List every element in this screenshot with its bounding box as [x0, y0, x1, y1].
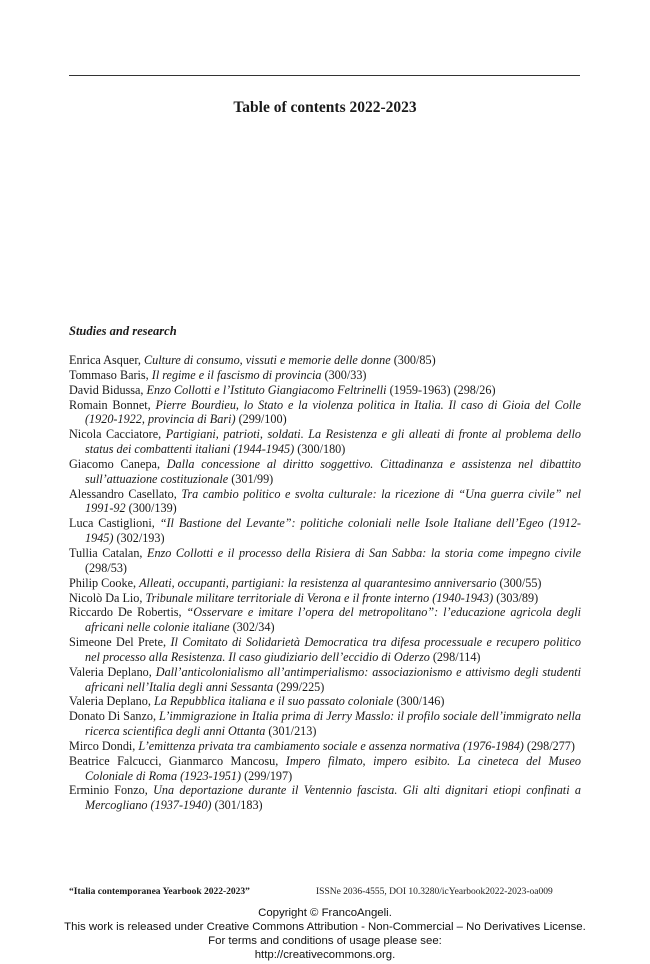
entry-author: Simeone Del Prete, [69, 635, 171, 650]
entry-title: “Osservare e imitare l’opera del metropolitano”: l’educazione agricola degli africani nelle colonie italiane [85, 605, 582, 635]
toc-entry [69, 605, 581, 635]
entry-ref: (298/53) [85, 560, 127, 575]
entry-ref: (299/100) [235, 412, 287, 427]
section-heading: Studies and research [69, 324, 177, 338]
toc-entry [69, 783, 581, 813]
entry-title: Alleati, occupanti, partigiani: la resistenza al quarantesimo anniversario [139, 575, 497, 590]
entry-title: Dalla concessione al diritto soggettivo. Cittadinanza e assistenza nel dibattito sull’attuazione costituzionale [85, 456, 581, 486]
entry-author: Mirco Dondi, [69, 738, 139, 753]
license-link[interactable]: http://creativecommons.org. [254, 949, 396, 962]
toc-entry [69, 665, 581, 695]
toc-entry [69, 546, 581, 576]
license-notice [0, 906, 650, 962]
toc-entry [69, 576, 581, 591]
entry-ref: (299/197) [241, 768, 293, 783]
license-statement: This work is released under Creative Commons Attribution - Non-Commercial – No Derivatives License. [64, 921, 586, 934]
entry-ref: (301/183) [211, 798, 263, 813]
entry-author: David Bidussa, [69, 382, 147, 397]
entry-title: Partigiani, patrioti, soldati. La Resistenza e gli alleati di fronte al problema dello status dei combattenti italiani (1944-1945) [85, 427, 581, 457]
toc-entry [69, 694, 581, 709]
entry-author: Tullia Catalan, [69, 545, 148, 560]
entry-author: Riccardo De Robertis, [69, 605, 187, 620]
entry-ref: (302/193) [113, 531, 165, 546]
toc-entry [69, 398, 581, 428]
entry-author: Erminio Fonzo, [69, 783, 154, 798]
toc-entry [69, 635, 581, 665]
entry-author: Luca Castiglioni, [69, 516, 160, 531]
entry-ref: (299/225) [273, 679, 325, 694]
toc-entry [69, 353, 581, 368]
entry-title: “Il Bastione del Levante”: politiche coloniali nelle Isole Italiane dell’Egeo (1912-1945) [85, 516, 581, 546]
entry-ref: (301/99) [228, 471, 274, 486]
entry-title: Il regime e il fascismo di provincia [151, 367, 322, 382]
entry-ref: (302/34) [229, 620, 275, 635]
entry-ref: (300/139) [125, 501, 177, 516]
entry-title: Impero filmato, impero esibito. La cineteca del Museo Coloniale di Roma (1923-1951) [85, 753, 581, 783]
toc-entry [69, 591, 581, 606]
entry-author: Valeria Deplano, [69, 664, 156, 679]
entry-author: Romain Bonnet, [69, 397, 156, 412]
entry-title: L’immigrazione in Italia prima di Jerry Masslo: il profilo sociale dell’immigrato nella ricerca scientifica degli anni Ottanta [85, 709, 581, 739]
entry-author: Tommaso Baris, [69, 367, 152, 382]
entry-title: Culture di consumo, vissuti e memorie delle donne [143, 353, 391, 367]
toc-entry [69, 487, 581, 517]
entry-author: Nicola Cacciatore, [69, 427, 166, 442]
entry-author: Philip Cooke, [69, 575, 140, 590]
entry-author: Giacomo Canepa, [69, 456, 167, 471]
entry-title: Dall’anticolonialismo all’antimperialismo: associazionismo e attivismo degli studenti africani nell’Italia degli anni Sessanta [85, 664, 581, 694]
toc-entry [69, 754, 581, 784]
entry-ref: (300/33) [321, 367, 367, 382]
toc-entries [69, 353, 581, 813]
toc-entry [69, 516, 581, 546]
entry-title: Enzo Collotti e l’Istituto Giangiacomo Feltrinelli [146, 382, 387, 397]
entry-ref: (303/89) [493, 590, 539, 605]
entry-ref: (301/213) [265, 724, 317, 739]
entry-title: Tribunale militare territoriale di Verona e il fronte interno (1940-1943) [145, 590, 494, 605]
entry-title: Enzo Collotti e il processo della Risiera di San Sabba: la storia come impegno civile [147, 545, 581, 560]
entry-author: Donato Di Sanzo, [69, 709, 160, 724]
entry-ref: (300/55) [496, 575, 542, 590]
entry-ref: (300/146) [393, 694, 445, 709]
entry-title: Tra cambio politico e svolta culturale: la ricezione di “Una guerra civile” nel 1991-92 [85, 486, 581, 516]
entry-title: L’emittenza privata tra cambiamento sociale e assenza normativa (1976-1984) [138, 738, 524, 753]
entry-title: Una deportazione durante il Ventennio fascista. Gli alti dignitari etiopi confinati a Mercogliano (1937-1940) [85, 783, 581, 813]
entry-author: Enrica Asquer, [69, 353, 144, 367]
entry-ref: (300/180) [294, 442, 346, 457]
toc-entry [69, 368, 581, 383]
footer-issn-doi: ISSNe 2036-4555, DOI 10.3280/icYearbook2022-2023-oa009 [316, 887, 553, 897]
entry-ref: (298/114) [429, 649, 481, 664]
entry-author: Valeria Deplano, [69, 694, 154, 709]
entry-author: Nicolò Da Lio, [69, 590, 146, 605]
footer-journal: “Italia contemporanea Yearbook 2022-2023” [69, 887, 250, 897]
entry-title: Il Comitato di Solidarietà Democratica tra difesa processuale e recupero politico nel processo alla Resistenza. Il caso giudiziario dell’eccidio di Oderzo [85, 635, 582, 664]
top-rule [69, 75, 580, 76]
entry-author: Alessandro Casellato, [69, 486, 182, 501]
license-terms: For terms and conditions of usage please see: [208, 935, 442, 948]
toc-entry [69, 709, 581, 739]
toc-entry [69, 457, 581, 487]
entry-ref: (298/277) [523, 738, 575, 753]
toc-entry [69, 739, 581, 754]
entry-ref: (300/85) [390, 353, 436, 367]
entry-ref: (1959-1963) (298/26) [386, 382, 496, 397]
entry-title: La Repubblica italiana e il suo passato coloniale [153, 694, 394, 709]
entry-author: Beatrice Falcucci, Gianmarco Mancosu, [69, 753, 286, 768]
entry-title: Pierre Bourdieu, lo Stato e la violenza politica in Italia. Il caso di Gioia del Colle (1920-1922, provincia di Bari) [85, 397, 581, 427]
toc-entry [69, 383, 581, 398]
page-title: Table of contents 2022-2023 [233, 99, 417, 116]
license-copyright: Copyright © FrancoAngeli. [258, 907, 392, 919]
toc-entry [69, 427, 581, 457]
